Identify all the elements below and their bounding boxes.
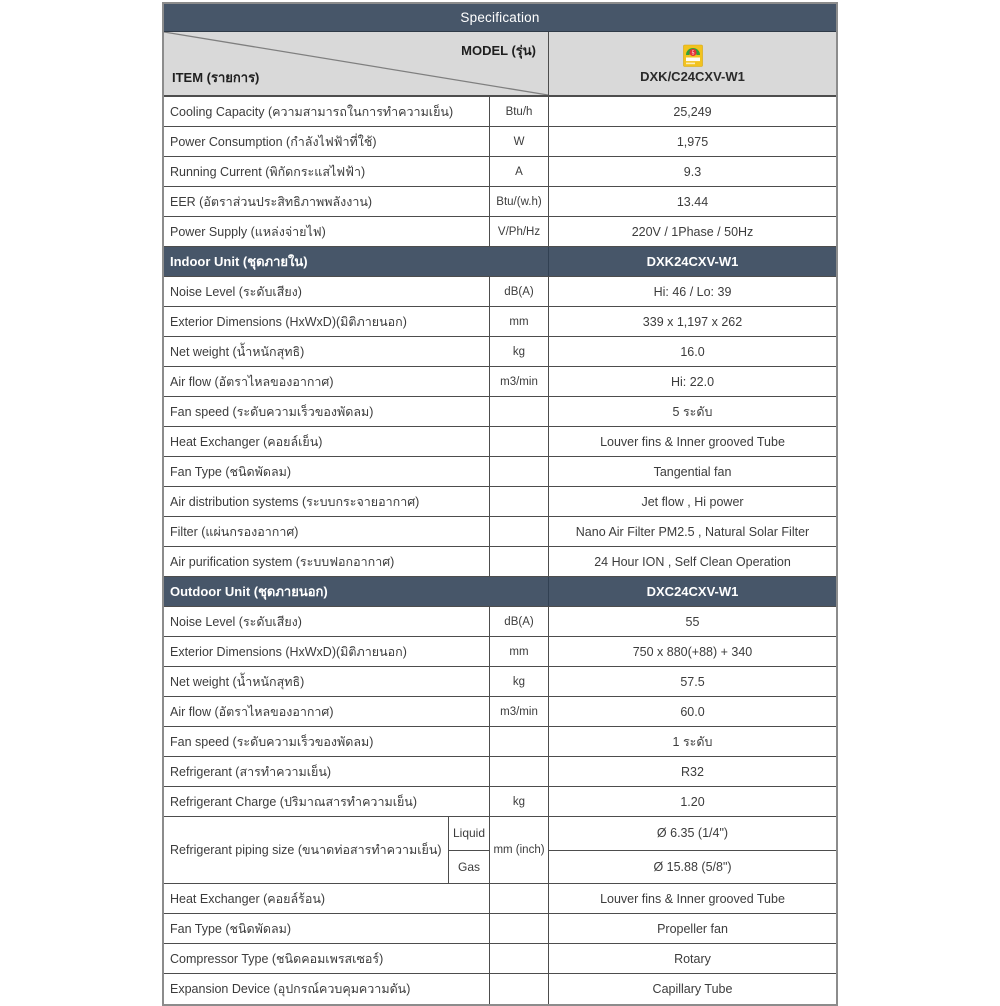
- gas-value: Ø 15.88 (5/8"): [653, 859, 732, 874]
- table-row: [164, 127, 836, 157]
- table-row: [164, 637, 836, 667]
- spec-item-label: Fan speed (ระดับความเร็วของพัดลม): [164, 397, 490, 426]
- spec-unit: kg: [490, 787, 549, 816]
- svg-text:5: 5: [691, 50, 694, 57]
- spec-value: 339 x 1,197 x 262: [642, 314, 743, 329]
- spec-item-label: Air flow (อัตราไหลของอากาศ): [164, 697, 490, 726]
- section-model-code: DXC24CXV-W1: [646, 584, 739, 599]
- table-row: [164, 427, 836, 457]
- specification-table: [162, 2, 838, 1006]
- model-item-diagonal-cell: [164, 32, 549, 95]
- spec-value: 16.0: [680, 344, 705, 359]
- model-header-cell: [549, 32, 836, 95]
- item-header-label: ITEM (รายการ): [172, 70, 260, 85]
- spec-item-label: Air flow (อัตราไหลของอากาศ): [164, 367, 490, 396]
- table-row: [164, 97, 836, 127]
- spec-unit: kg: [490, 667, 549, 696]
- spec-unit: [490, 517, 549, 546]
- spec-item-label: Compressor Type (ชนิดคอมเพรสเซอร์): [164, 944, 490, 973]
- spec-unit: mm: [490, 307, 549, 336]
- table-row: [164, 187, 836, 217]
- table-row: [164, 337, 836, 367]
- table-row: [164, 547, 836, 577]
- table-row: [164, 307, 836, 337]
- spec-unit: V/Ph/Hz: [490, 217, 549, 246]
- section-model-code: DXK24CXV-W1: [646, 254, 739, 269]
- spec-value: Propeller fan: [657, 921, 728, 936]
- spec-unit: [490, 914, 549, 943]
- table-row: [164, 517, 836, 547]
- model-code: DXK/C24CXV-W1: [640, 69, 745, 84]
- spec-item-label: Cooling Capacity (ความสามารถในการทำความเย็น): [164, 97, 490, 126]
- spec-unit: A: [490, 157, 549, 186]
- spec-value: Hi: 22.0: [670, 374, 715, 389]
- piping-value-column: [549, 817, 836, 883]
- spec-item-label: Air distribution systems (ระบบกระจายอากาศ): [164, 487, 490, 516]
- table-row: [164, 697, 836, 727]
- spec-item-label: Air purification system (ระบบฟอกอากาศ): [164, 547, 490, 576]
- spec-item-label: Running Current (พิกัดกระแสไฟฟ้า): [164, 157, 490, 186]
- spec-item-label: Refrigerant Charge (ปริมาณสารทำความเย็น): [164, 787, 490, 816]
- spec-value: Hi: 46 / Lo: 39: [653, 284, 732, 299]
- table-row: [164, 397, 836, 427]
- spec-value: 5 ระดับ: [672, 404, 713, 419]
- spec-item-label: Exterior Dimensions (HxWxD)(มิติภายนอก): [164, 307, 490, 336]
- spec-value: Capillary Tube: [652, 982, 733, 996]
- spec-value: 9.3: [683, 164, 702, 179]
- piping-item-cell: Refrigerant piping size (ขนาดท่อสารทำความเย็น): [164, 817, 449, 883]
- spec-unit: m3/min: [490, 367, 549, 396]
- spec-item-label: Power Supply (แหล่งจ่ายไฟ): [164, 217, 490, 246]
- spec-value: 60.0: [680, 704, 705, 719]
- spec-item-label: Exterior Dimensions (HxWxD)(มิติภายนอก): [164, 637, 490, 666]
- model-header-label: MODEL (รุ่น): [461, 43, 536, 58]
- spec-item-label: Fan Type (ชนิดพัดลม): [164, 457, 490, 486]
- spec-unit: dB(A): [490, 607, 549, 636]
- spec-unit: kg: [490, 337, 549, 366]
- spec-value: 13.44: [676, 194, 709, 209]
- spec-value: 25,249: [673, 104, 712, 119]
- spec-unit: Btu/h: [490, 97, 549, 126]
- piping-phase-column: [449, 817, 490, 883]
- spec-value: 24 Hour ION , Self Clean Operation: [594, 554, 791, 569]
- spec-unit: [490, 884, 549, 913]
- spec-unit: [490, 757, 549, 786]
- table-row: [164, 487, 836, 517]
- spec-value: Louver fins & Inner grooved Tube: [600, 891, 785, 906]
- table-row: [164, 277, 836, 307]
- outdoor-section-row: [164, 577, 836, 607]
- spec-unit: W: [490, 127, 549, 156]
- spec-item-label: Expansion Device (อุปกรณ์ควบคุมความดัน): [164, 974, 490, 1004]
- spec-item-label: Fan speed (ระดับความเร็วของพัดลม): [164, 727, 490, 756]
- spec-value: 1,975: [676, 134, 709, 149]
- spec-unit: mm: [490, 637, 549, 666]
- piping-row-group: [164, 817, 836, 884]
- table-row: [164, 727, 836, 757]
- spec-item-label: Power Consumption (กำลังไฟฟ้าที่ใช้): [164, 127, 490, 156]
- spec-item-label: Noise Level (ระดับเสียง): [164, 607, 490, 636]
- table-row: [164, 457, 836, 487]
- spec-value: 57.5: [680, 674, 705, 689]
- spec-value: Nano Air Filter PM2.5 , Natural Solar Filter: [575, 524, 810, 539]
- section-title: Outdoor Unit (ชุดภายนอก): [164, 577, 549, 606]
- energy-label-icon: [683, 43, 703, 67]
- spec-value: R32: [681, 764, 704, 779]
- spec-unit: [490, 487, 549, 516]
- spec-item-label: EER (อัตราส่วนประสิทธิภาพพลังงาน): [164, 187, 490, 216]
- spec-value: 55: [685, 614, 700, 629]
- table-row: [164, 787, 836, 817]
- spec-unit: [490, 457, 549, 486]
- table-row: [164, 944, 836, 974]
- table-row: [164, 667, 836, 697]
- section-title: Indoor Unit (ชุดภายใน): [164, 247, 549, 276]
- spec-value: 220V / 1Phase / 50Hz: [631, 224, 754, 239]
- table-row: [164, 217, 836, 247]
- table-row: [164, 157, 836, 187]
- spec-value: 1.20: [680, 794, 705, 809]
- spec-value: 750 x 880(+88) + 340: [632, 644, 753, 659]
- spec-value: Jet flow , Hi power: [641, 494, 744, 509]
- table-row: [164, 884, 836, 914]
- spec-unit: [490, 944, 549, 973]
- spec-item-label: Heat Exchanger (คอยล์เย็น): [164, 427, 490, 456]
- table-row: [164, 914, 836, 944]
- spec-unit: [490, 427, 549, 456]
- spec-item-label: Fan Type (ชนิดพัดลม): [164, 914, 490, 943]
- gas-sublabel: Gas: [457, 859, 480, 874]
- spec-unit: m3/min: [490, 697, 549, 726]
- spec-value: Louver fins & Inner grooved Tube: [600, 434, 785, 449]
- spec-unit: [490, 397, 549, 426]
- liquid-value: Ø 6.35 (1/4"): [549, 817, 836, 851]
- spec-unit: [490, 727, 549, 756]
- table-row: [164, 757, 836, 787]
- spec-item-label: Net weight (น้ำหนักสุทธิ): [164, 337, 490, 366]
- spec-item-label: Refrigerant (สารทำความเย็น): [164, 757, 490, 786]
- spec-item-label: Filter (แผ่นกรองอากาศ): [164, 517, 490, 546]
- spec-item-label: Net weight (น้ำหนักสุทธิ): [164, 667, 490, 696]
- spec-unit: dB(A): [490, 277, 549, 306]
- table-header-row: [164, 32, 836, 97]
- spec-unit: Btu/(w.h): [490, 187, 549, 216]
- spec-value: 1 ระดับ: [672, 734, 713, 749]
- piping-unit-cell: mm (inch): [490, 817, 549, 883]
- table-row: [164, 607, 836, 637]
- spec-value: Tangential fan: [653, 464, 732, 479]
- indoor-section-row: [164, 247, 836, 277]
- specification-title: Specification: [164, 4, 836, 32]
- spec-value: Rotary: [674, 951, 711, 966]
- spec-unit: [490, 547, 549, 576]
- spec-item-label: Heat Exchanger (คอยล์ร้อน): [164, 884, 490, 913]
- liquid-sublabel: Liquid: [449, 817, 489, 851]
- spec-item-label: Noise Level (ระดับเสียง): [164, 277, 490, 306]
- table-row: [164, 367, 836, 397]
